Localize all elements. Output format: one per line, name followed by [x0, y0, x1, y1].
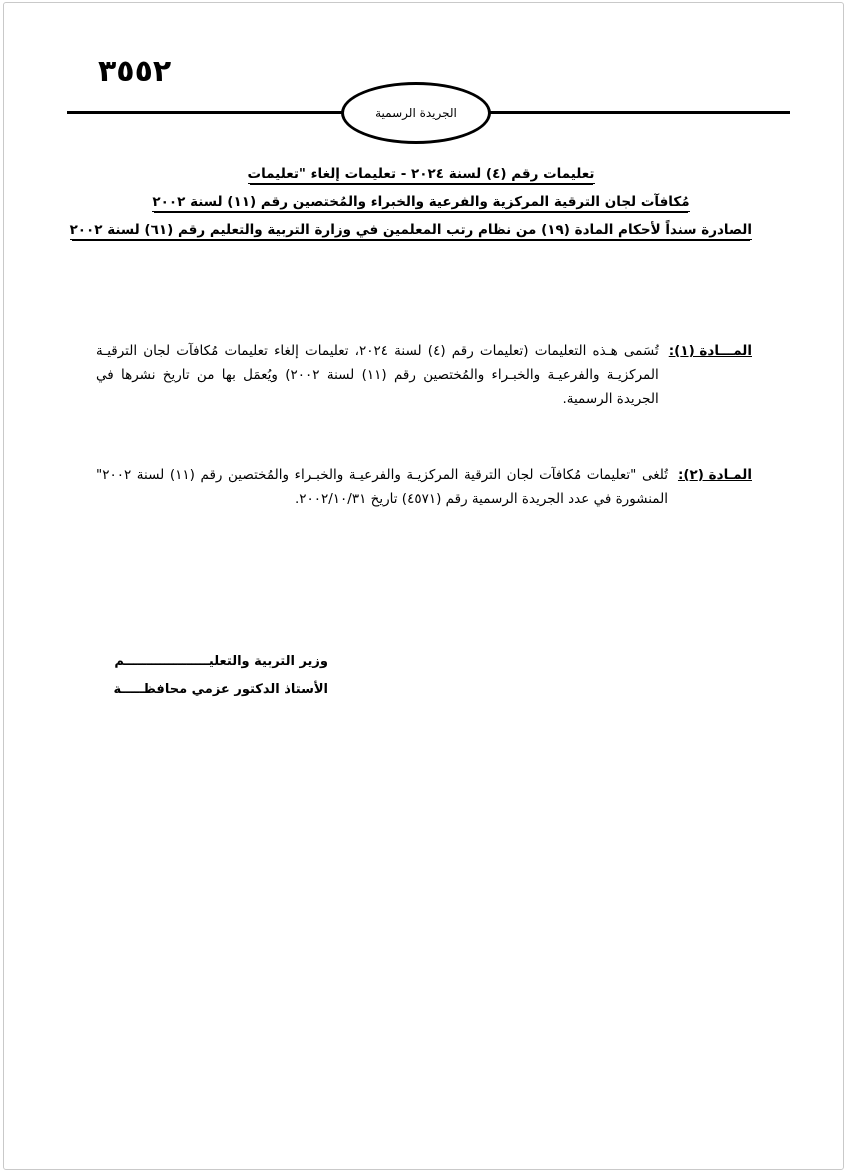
title-line-3: الصادرة سنداً لأحكام المادة (١٩) من نظام رتب المعلمين في وزارة التربية والتعليم رقم (٦١) لسنة ٢٠٠٢ [69, 222, 752, 238]
page-number: ٣٥٥٢ [98, 54, 172, 89]
signature-block [98, 648, 328, 704]
signatory-name: الأستاذ الدكتور عزمي محافظـــــة [113, 682, 328, 697]
signatory-title: وزير التربية والتعليـــــــــــــــــــم [114, 654, 328, 669]
title-line-1: تعليمات رقم (٤) لسنة ٢٠٢٤ - تعليمات إلغاء "تعليمات [247, 166, 595, 182]
article-1-label: المـــادة (١): [668, 343, 752, 359]
gazette-oval-badge [341, 82, 491, 144]
gazette-name: الجريدة الرسمية [375, 106, 457, 120]
article-1 [96, 339, 752, 411]
article-1-text: تُسَمى هـذه التعليمات (تعليمات رقم (٤) لسنة ٢٠٢٤، تعليمات إلغاء تعليمات مُكافآت لجان الترقيـة المركزيـة والفرعيـة والخبـراء والمُختصين رقم (١١) لسنة ٢٠٠٢) ويُعمَل بها من تاريخ نشرها في الجريدة الرسمية. [96, 343, 659, 407]
article-2-label: المـادة (٢): [677, 467, 752, 483]
article-2 [96, 463, 752, 511]
article-2-text: تُلغى "تعليمات مُكافآت لجان الترقية المركزيـة والفرعيـة والخبـراء والمُختصين رقم (١١) لسنة ٢٠٠٢" المنشورة في عدد الجريدة الرسمية رقم (٤٥٧١) تاريخ ٢٠٠٢/١٠/٣١. [96, 467, 668, 507]
document-title [69, 160, 752, 244]
title-line-2: مُكافآت لجان الترقية المركزية والفرعية والخبراء والمُختصين رقم (١١) لسنة ٢٠٠٢ [152, 194, 690, 210]
